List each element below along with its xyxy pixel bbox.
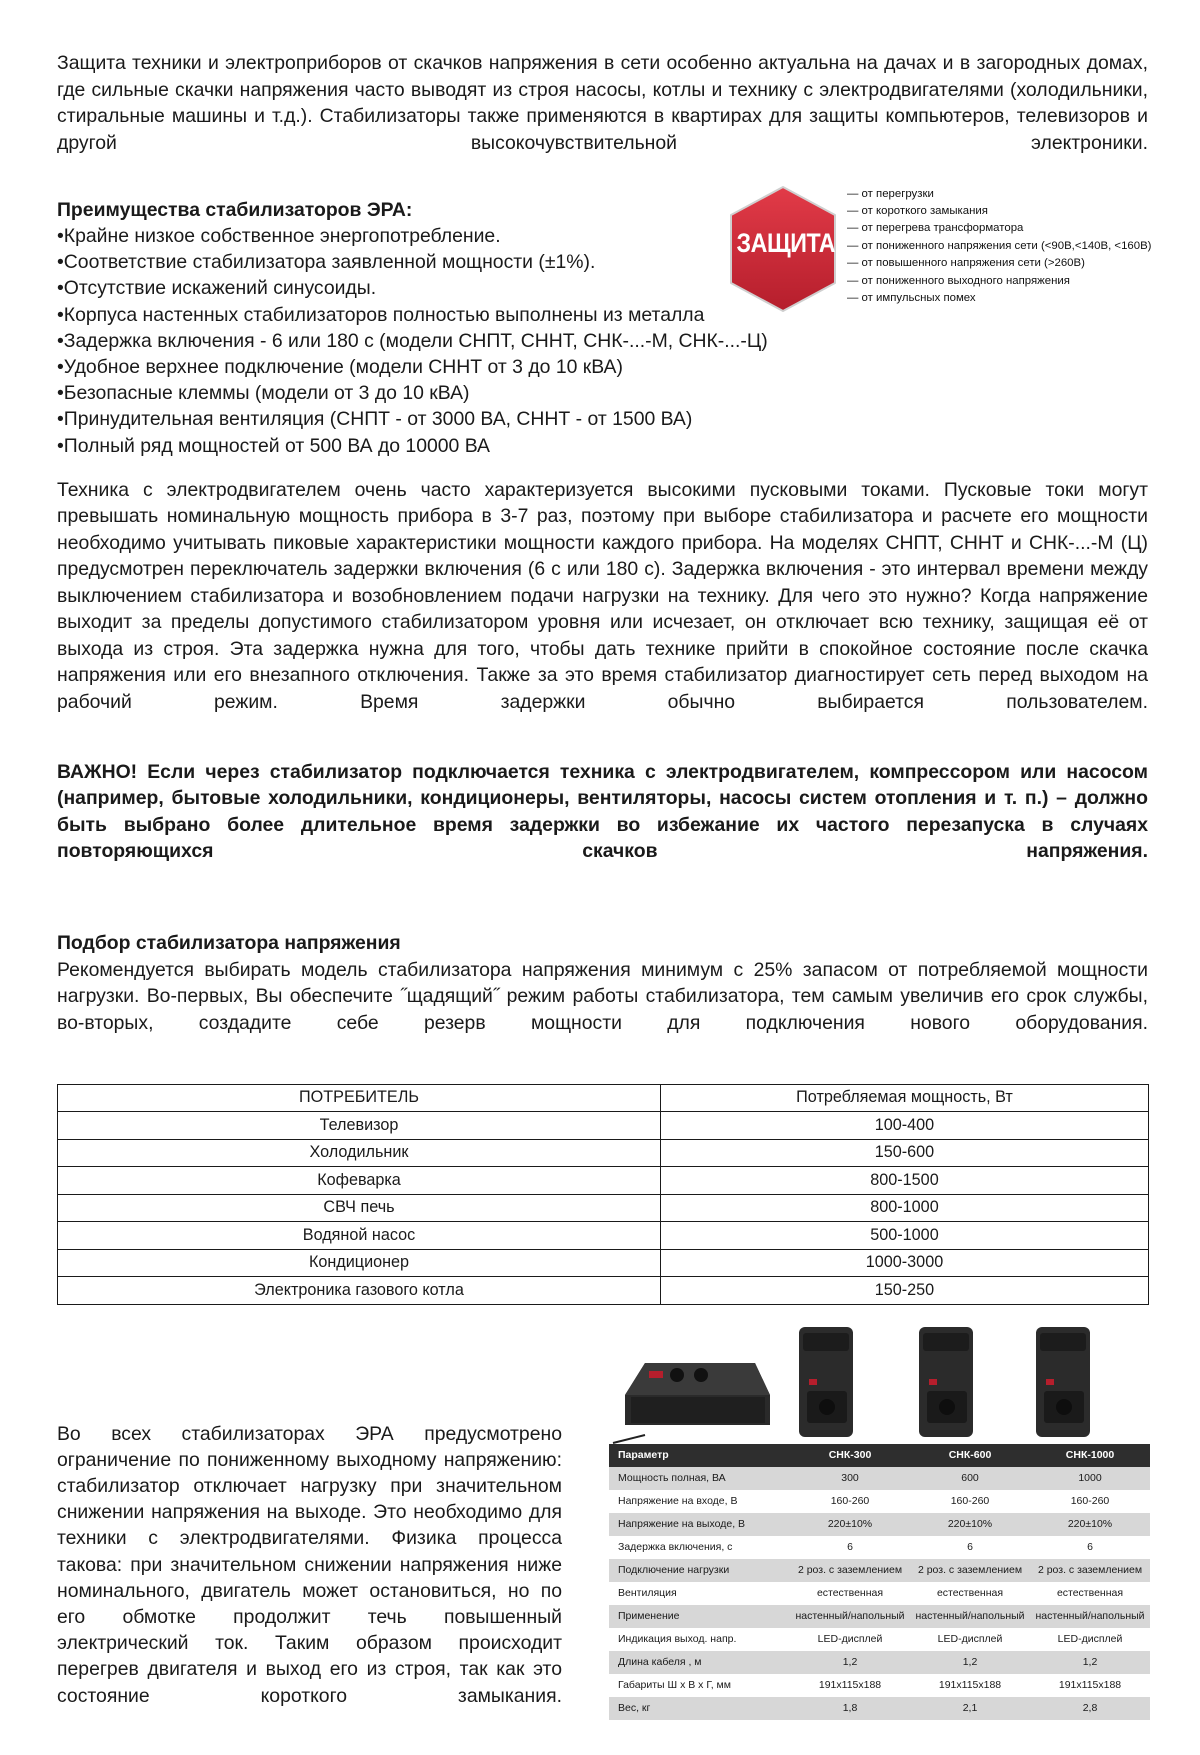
table-row [58,1112,1149,1140]
spec-cell: 160-260 [910,1490,1030,1513]
table-header-cell: Потребляемая мощность, Вт [661,1084,1149,1112]
protection-list [847,186,1151,308]
spec-cell: 160-260 [790,1490,910,1513]
table-header-cell: ПОТРЕБИТЕЛЬ [58,1084,661,1112]
advantages-heading: Преимущества стабилизаторов ЭРА: [57,198,413,221]
desktop-stabilizer-image [613,1363,770,1443]
advantage-item: • Принудительная вентиляция (СНПТ - от 3000 ВА, СННТ - от 1500 ВА) [57,406,1148,432]
table-cell: 800-1500 [661,1167,1149,1195]
table-row [58,1249,1149,1277]
spec-cell: Длина кабеля , м [609,1651,790,1674]
spec-cell: LED-дисплей [1030,1628,1150,1651]
table-cell: Телевизор [58,1112,661,1140]
protection-item: — от импульсных помех [847,291,976,304]
spec-row [609,1490,1150,1513]
table-cell: 500-1000 [661,1222,1149,1250]
protection-item: — от перегрузки [847,187,934,200]
protection-item: — от короткого замыкания [847,204,988,217]
spec-cell: 191х115х188 [1030,1674,1150,1697]
advantage-item: • Удобное верхнее подключение (модели СННТ от 3 до 10 кВА) [57,354,1148,380]
spec-cell: настенный/напольный [910,1605,1030,1628]
protection-item: — от повышенного напряжения сети (>260В) [847,257,1085,270]
spec-row [609,1651,1150,1674]
table-cell: СВЧ печь [58,1194,661,1222]
spec-row [609,1674,1150,1697]
spec-cell: 160-260 [1030,1490,1150,1513]
spec-cell: LED-дисплей [790,1628,910,1651]
protection-infographic [727,185,1200,325]
table-cell: Водяной насос [58,1222,661,1250]
advantage-item: • Отсутствие искажений синусоиды. [57,275,1148,301]
selection-heading: Подбор стабилизатора напряжения [57,932,401,954]
spec-cell: 6 [790,1536,910,1559]
table-header-row [58,1084,1149,1112]
spec-row [609,1513,1150,1536]
spec-cell: 600 [910,1467,1030,1490]
spec-cell: Подключение нагрузки [609,1559,790,1582]
table-cell: 150-250 [661,1277,1149,1305]
spec-cell: 220±10% [910,1513,1030,1536]
spec-cell: Применение [609,1605,790,1628]
spec-header-cell: СНК-600 [910,1444,1030,1467]
spec-cell: 220±10% [1030,1513,1150,1536]
table-cell: Электроника газового котла [58,1277,661,1305]
spec-cell: 191х115х188 [790,1674,910,1697]
advantage-item: • Безопасные клеммы (модели от 3 до 10 кВА) [57,380,1148,406]
spec-row [609,1605,1150,1628]
spec-cell: Индикация выход. напр. [609,1628,790,1651]
document-page [57,50,1152,1755]
wall-stabilizer-600-image [919,1327,973,1437]
spec-row [609,1559,1150,1582]
spec-header-cell: СНК-300 [790,1444,910,1467]
spec-cell: естественная [790,1582,910,1605]
spec-row [609,1697,1150,1720]
spec-cell: Задержка включения, с [609,1536,790,1559]
spec-cell: настенный/напольный [1030,1605,1150,1628]
selection-paragraph: Рекомендуется выбирать модель стабилизатора напряжения минимум с 25% запасом от потребляемой мощности нагрузки. Во-первых, Вы обеспечите ˝щадящий˝ режим работы стабилизатора, тем самым увеличив его срок службы, во-вторых, создадите себе резерв мощности для подключения нового оборудования. [57,958,1148,1034]
protection-badge-label: ЗАЩИТА [736,227,836,258]
table-cell: Кондиционер [58,1249,661,1277]
important-notice: ВАЖНО! Если через стабилизатор подключается техника с электродвигателем, компрессором или насосом (например, бытовые холодильники, кондиционеры, вентиляторы, насосы систем отопления и т. п.) – должно быть выбрано более длительное время задержки во избежание их частого перезапуска в случаях повторяющихся скачков напряжения. [57,760,1148,862]
stabilizer-product-photos [605,1325,1150,1445]
table-cell: 800-1000 [661,1194,1149,1222]
spec-cell: 1,2 [790,1651,910,1674]
table-row [58,1167,1149,1195]
advantage-item: • Полный ряд мощностей от 500 ВА до 10000 ВА [57,433,1148,459]
table-cell: 1000-3000 [661,1249,1149,1277]
spec-header-cell: СНК-1000 [1030,1444,1150,1467]
spec-cell: естественная [1030,1582,1150,1605]
spec-cell: 2 роз. с заземлением [910,1559,1030,1582]
wall-stabilizer-300-image [799,1327,853,1437]
table-cell: 150-600 [661,1139,1149,1167]
spec-cell: 2,1 [910,1697,1030,1720]
spec-cell: 2 роз. с заземлением [1030,1559,1150,1582]
motor-paragraph: Техника с электродвигателем очень часто характеризуется высокими пусковыми токами. Пусковые токи могут превышать номинальную мощность прибора в 3-7 раз, поэтому при выборе стабилизатора и расчете его мощности необходимо учитывать пиковые характеристики мощности каждого прибора. На моделях СНПТ, СННТ и СНК-...-М (Ц) предусмотрен переключатель задержки включения (6 с или 180 с). Задержка включения - это интервал времени между выключением стабилизатора и возобновлением подачи нагрузки на технику. Для чего это нужно? Когда напряжение выходит за пределы допустимого стабилизатором уровня или исчезает, он отключает всю технику, защищая её от выхода из строя. Эта задержка нужна для того, чтобы дать технике прийти в спокойное состояние после скачка напряжения или его внезапного отключения. Также за это время стабилизатор диагностирует сеть перед выходом на рабочий режим. Время задержки обычно выбирается пользователем. [57,478,1148,713]
spec-cell: Вентиляция [609,1582,790,1605]
spec-cell: Вес, кг [609,1697,790,1720]
table-cell: Холодильник [58,1139,661,1167]
spec-cell: 300 [790,1467,910,1490]
spec-cell: 1,8 [790,1697,910,1720]
spec-row [609,1536,1150,1559]
spec-cell: 220±10% [790,1513,910,1536]
spec-cell: 2,8 [1030,1697,1150,1720]
spec-row [609,1628,1150,1651]
spec-table [609,1444,1150,1720]
spec-cell: 1,2 [910,1651,1030,1674]
advantage-item: • Корпуса настенных стабилизаторов полностью выполнены из металла [57,302,1148,328]
spec-cell: 1000 [1030,1467,1150,1490]
bottom-section [57,1325,1148,1755]
advantage-item: • Соответствие стабилизатора заявленной мощности (±1%). [57,249,1148,275]
protection-item: — от пониженного выходного напряжения [847,274,1070,287]
spec-cell: 6 [1030,1536,1150,1559]
spec-cell: настенный/напольный [790,1605,910,1628]
intro-paragraph: Защита техники и электроприборов от скачков напряжения в сети особенно актуальна на дачах и в загородных домах, где сильные скачки напряжения часто выводят из строя насосы, котлы и технику с электродвигателями (холодильники, стиральные машины и т.д.). Стабилизаторы также применяются в квартирах для защиты компьютеров, телевизоров и другой высокочувствительной электроники. [57,52,1148,154]
advantage-item: • Крайне низкое собственное энергопотребление. [57,223,1148,249]
protection-item: — от пониженного напряжения сети (<90В,<140В, <160В) [847,239,1152,252]
spec-cell: 191х115х188 [910,1674,1030,1697]
protection-item: — от перегрева трансформатора [847,222,1024,235]
wall-stabilizer-1000-image [1036,1327,1090,1437]
table-cell: Кофеварка [58,1167,661,1195]
spec-header-row [609,1444,1150,1467]
spec-cell: 6 [910,1536,1030,1559]
undervoltage-paragraph: Во всех стабилизаторах ЭРА предусмотрено ограничение по пониженному выходному напряжению: стабилизатор отключает нагрузку при значительном снижении напряжения на выходе. Это необходимо для техники с электродвигателями. Физика процесса такова: при значительном снижении напряжения ниже номинального, двигатель может остановиться, но по его обмотке продолжит течь повышенный электрический ток. Таким образом происходит перегрев двигателя и выход его из строя, так как это состояние короткого замыкания. [57,1422,562,1707]
advantages-section [57,187,1152,469]
table-cell: 100-400 [661,1112,1149,1140]
spec-row [609,1582,1150,1605]
spec-cell: Мощность полная, ВА [609,1467,790,1490]
advantage-item: • Задержка включения - 6 или 180 с (модели СНПТ, СННТ, СНК-...-М, СНК-...-Ц) [57,328,1148,354]
spec-header-cell: Параметр [609,1444,790,1467]
spec-cell: Напряжение на выходе, В [609,1513,790,1536]
table-row [58,1222,1149,1250]
table-row [58,1139,1149,1167]
spec-cell: Габариты Ш х В х Г, мм [609,1674,790,1697]
spec-cell: 1,2 [1030,1651,1150,1674]
table-row [58,1194,1149,1222]
spec-row [609,1467,1150,1490]
spec-cell: Напряжение на входе, В [609,1490,790,1513]
table-row [58,1277,1149,1305]
spec-cell: 2 роз. с заземлением [790,1559,910,1582]
spec-cell: естественная [910,1582,1030,1605]
spec-cell: LED-дисплей [910,1628,1030,1651]
consumers-table [57,1084,1149,1305]
